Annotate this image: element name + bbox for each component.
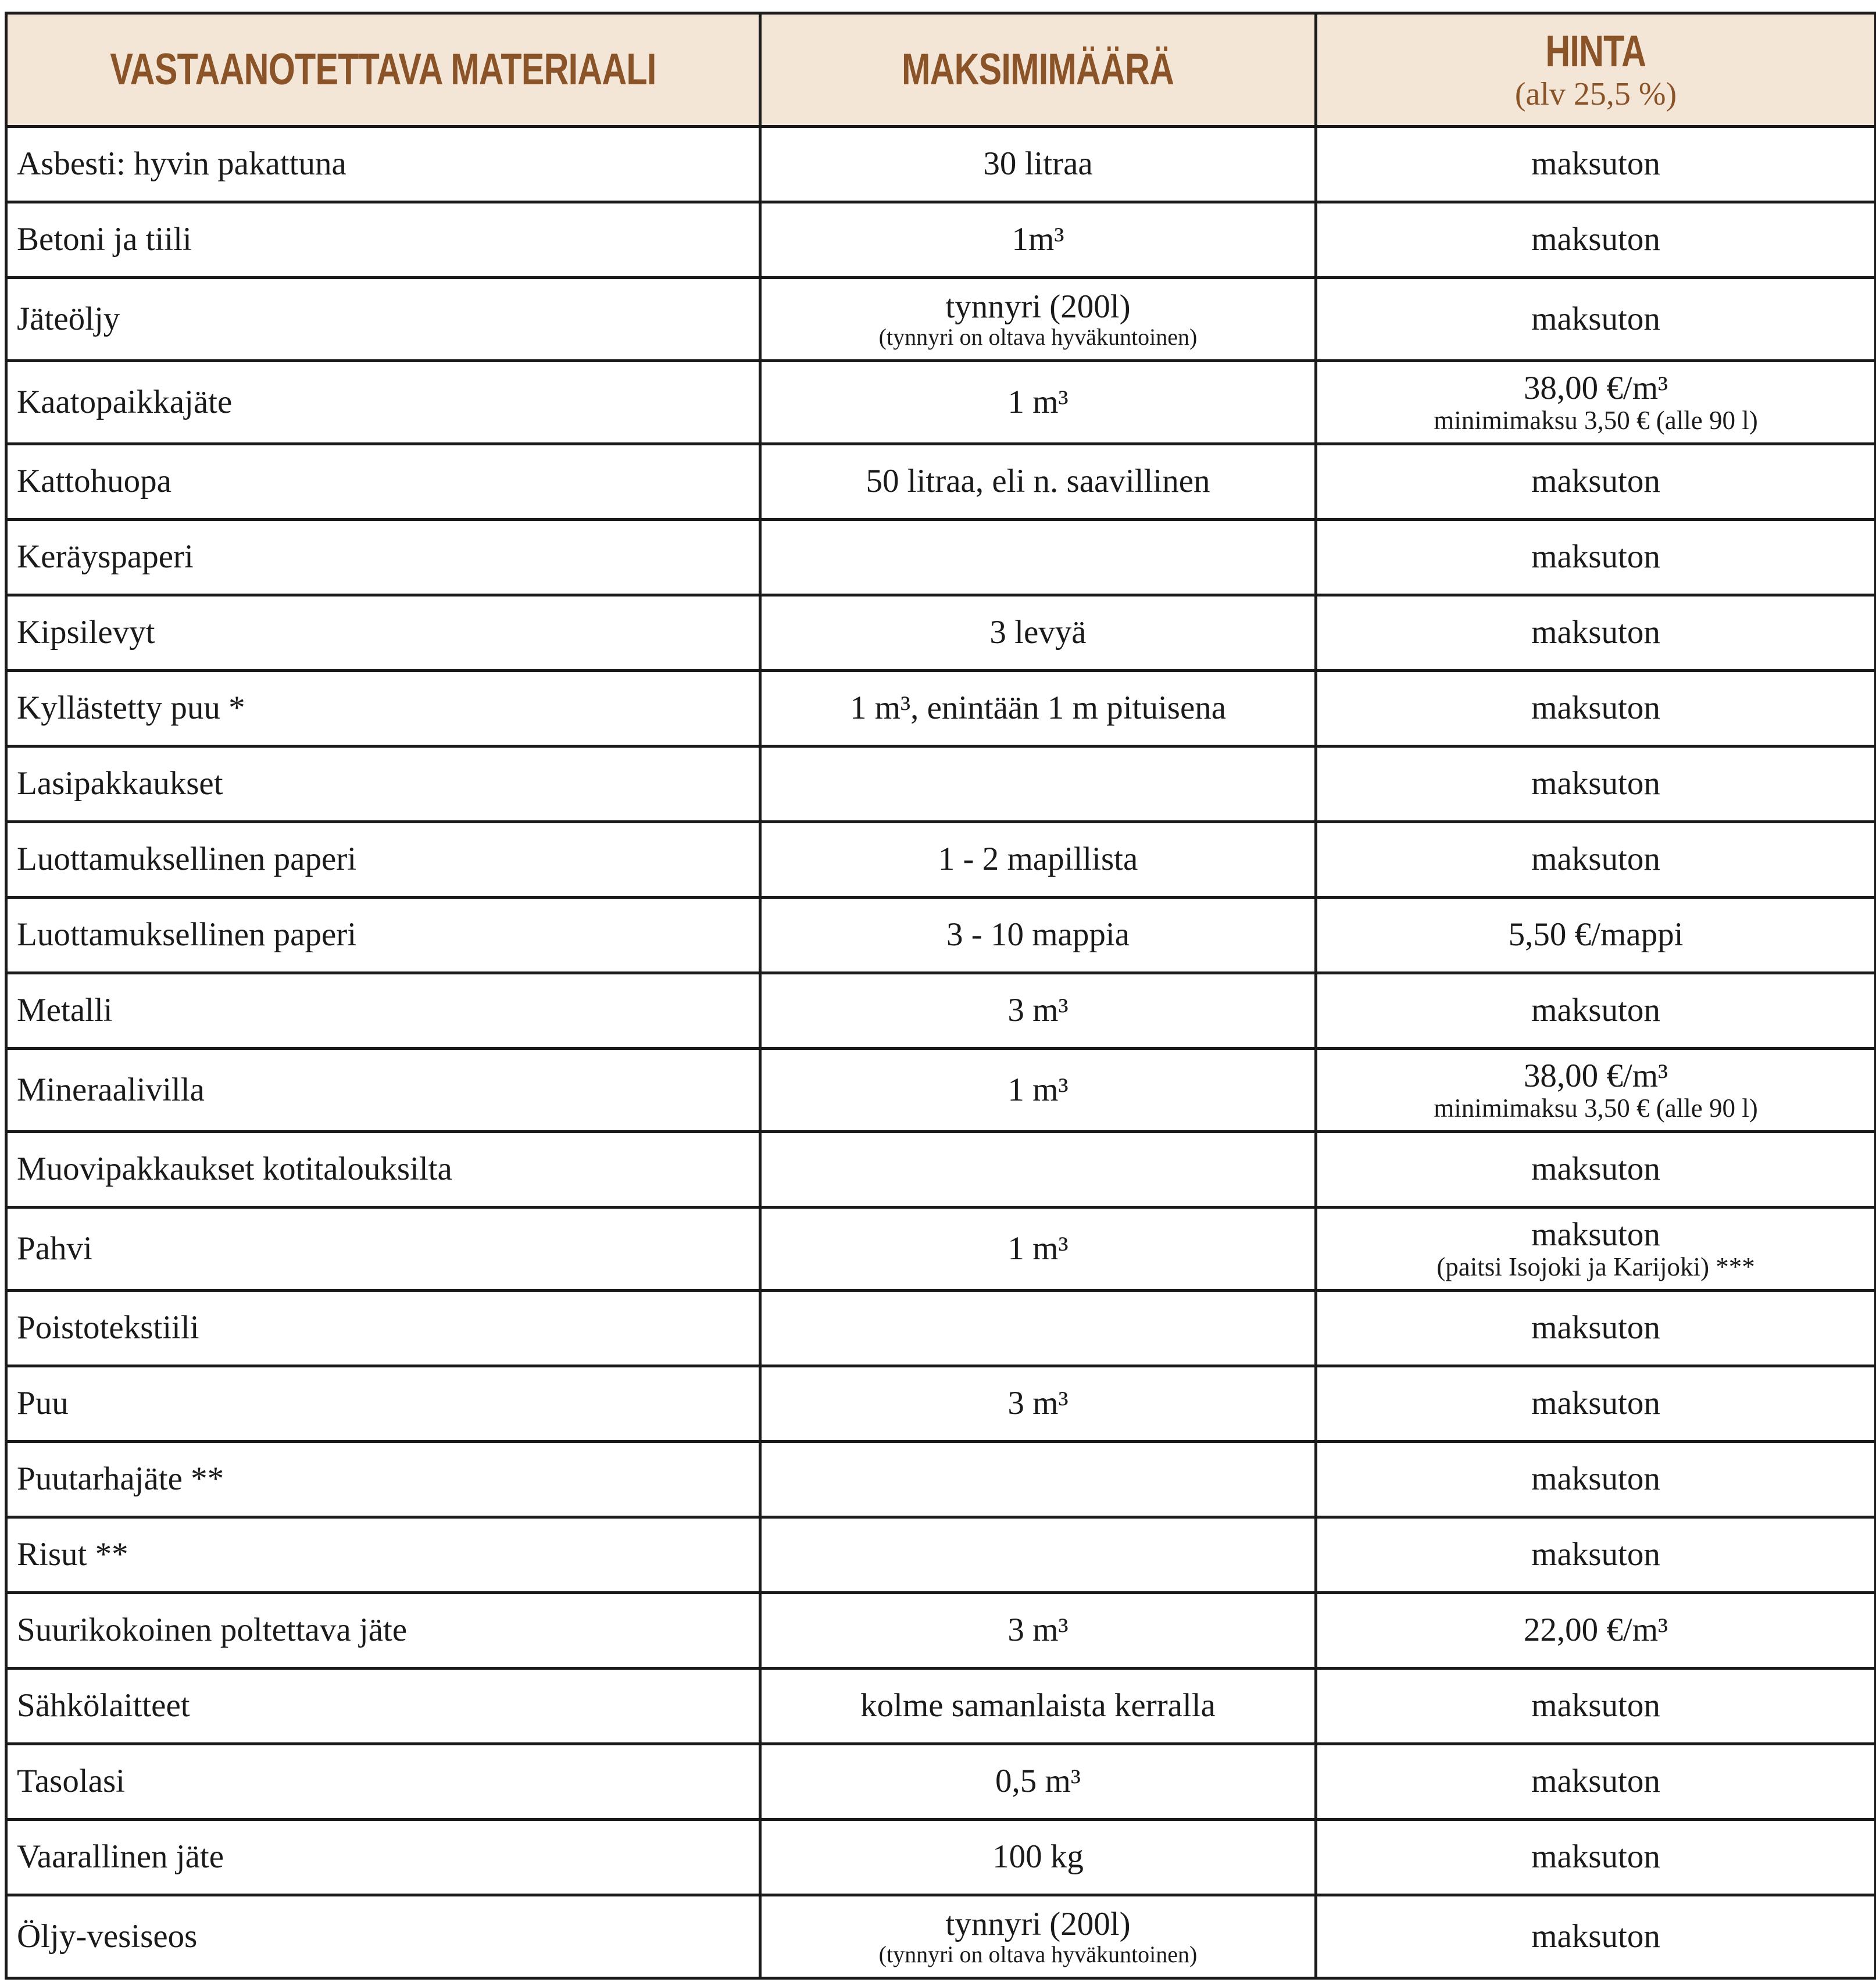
header-price (1316, 13, 1876, 127)
price-cell (1316, 746, 1876, 822)
material-name: Pahvi (17, 1230, 92, 1267)
price-cell (1316, 1744, 1876, 1820)
table-row (6, 1132, 1876, 1208)
material-cell (6, 520, 760, 595)
material-cell (6, 1291, 760, 1366)
table-row (6, 1442, 1876, 1517)
price-value: maksuton (1531, 614, 1660, 651)
table-row (6, 1291, 1876, 1366)
material-cell (6, 671, 760, 746)
max-amount-cell (760, 671, 1316, 746)
price-cell (1316, 1366, 1876, 1442)
max-amount-value: tynnyri (200l) (945, 1905, 1131, 1942)
price-value: maksuton (1531, 463, 1660, 500)
material-cell (6, 1442, 760, 1517)
material-cell (6, 973, 760, 1049)
price-value: maksuton (1531, 1151, 1660, 1188)
price-cell (1316, 1442, 1876, 1517)
max-amount-cell (760, 746, 1316, 822)
header-material-label: VASTAANOTETTAVA MATERIAALI (110, 45, 656, 95)
max-amount-cell (760, 1669, 1316, 1744)
max-amount-cell (760, 973, 1316, 1049)
price-cell (1316, 1208, 1876, 1291)
price-cell (1316, 361, 1876, 444)
material-cell (6, 1517, 760, 1593)
header-material (6, 13, 760, 127)
material-cell (6, 595, 760, 671)
max-amount-value: 1 - 2 mapillista (938, 841, 1138, 878)
table-row (6, 278, 1876, 361)
table-row (6, 444, 1876, 520)
max-amount-cell (760, 1366, 1316, 1442)
price-value: 22,00 €/m³ (1523, 1612, 1668, 1649)
max-amount-cell (760, 1517, 1316, 1593)
price-value: maksuton (1531, 1838, 1660, 1876)
header-max-amount-label: MAKSIMIMÄÄRÄ (902, 45, 1174, 95)
max-amount-value: 100 kg (992, 1838, 1084, 1876)
price-value: maksuton (1531, 145, 1660, 183)
max-amount-value: 0,5 m³ (995, 1763, 1081, 1800)
max-amount-cell (760, 1208, 1316, 1291)
max-amount-value: tynnyri (200l) (945, 288, 1131, 325)
max-amount-cell (760, 520, 1316, 595)
table-row (6, 1820, 1876, 1895)
material-cell (6, 1895, 760, 1978)
table-row (6, 520, 1876, 595)
table-header-row (6, 13, 1876, 127)
max-amount-cell (760, 444, 1316, 520)
price-cell (1316, 973, 1876, 1049)
price-value: maksuton (1531, 538, 1660, 576)
material-cell (6, 822, 760, 898)
price-cell (1316, 595, 1876, 671)
material-name: Vaarallinen jäte (17, 1838, 224, 1876)
table-row (6, 973, 1876, 1049)
table-row (6, 671, 1876, 746)
material-cell (6, 202, 760, 278)
table-row (6, 1208, 1876, 1291)
table-row (6, 127, 1876, 202)
material-name: Kipsilevyt (17, 614, 155, 651)
max-amount-note: (tynnyri on oltava hyväkuntoinen) (878, 324, 1198, 351)
max-amount-value: 1 m³ (1007, 1071, 1069, 1108)
price-cell (1316, 1593, 1876, 1669)
table-row (6, 822, 1876, 898)
header-price-label: HINTA (1545, 26, 1646, 76)
material-name: Tasolasi (17, 1763, 125, 1800)
material-name: Keräyspaperi (17, 538, 194, 576)
material-cell (6, 898, 760, 973)
material-name: Kyllästetty puu * (17, 690, 245, 727)
material-cell (6, 1669, 760, 1744)
price-value: maksuton (1531, 1460, 1660, 1498)
max-amount-cell (760, 1744, 1316, 1820)
price-cell (1316, 1132, 1876, 1208)
price-note: minimimaksu 3,50 € (alle 90 l) (1434, 1093, 1758, 1123)
table-row (6, 202, 1876, 278)
price-value: maksuton (1531, 841, 1660, 878)
price-cell (1316, 1291, 1876, 1366)
max-amount-cell (760, 202, 1316, 278)
max-amount-cell (760, 1895, 1316, 1978)
price-cell (1316, 127, 1876, 202)
material-name: Suurikokoinen poltettava jäte (17, 1612, 408, 1649)
price-cell (1316, 822, 1876, 898)
max-amount-cell (760, 1820, 1316, 1895)
price-cell (1316, 278, 1876, 361)
max-amount-cell (760, 1593, 1316, 1669)
material-cell (6, 444, 760, 520)
max-amount-note: (tynnyri on oltava hyväkuntoinen) (878, 1941, 1198, 1968)
price-value: 5,50 €/mappi (1508, 916, 1684, 953)
max-amount-cell (760, 127, 1316, 202)
material-cell (6, 1593, 760, 1669)
material-cell (6, 127, 760, 202)
max-amount-value: 3 m³ (1007, 992, 1069, 1029)
material-name: Mineraalivilla (17, 1071, 205, 1108)
max-amount-value: 1 m³ (1007, 1230, 1069, 1267)
max-amount-cell (760, 1132, 1316, 1208)
price-value: maksuton (1531, 221, 1660, 258)
material-cell (6, 1744, 760, 1820)
max-amount-value: 3 levyä (989, 614, 1087, 651)
material-name: Betoni ja tiili (17, 221, 192, 258)
table-row (6, 1744, 1876, 1820)
material-cell (6, 1208, 760, 1291)
price-list-sheet (5, 12, 1874, 1980)
materials-price-table (5, 12, 1876, 1980)
max-amount-cell (760, 898, 1316, 973)
price-cell (1316, 898, 1876, 973)
material-name: Lasipakkaukset (17, 765, 223, 802)
max-amount-cell (760, 1049, 1316, 1132)
material-cell (6, 1132, 760, 1208)
material-name: Puutarhajäte ** (17, 1460, 224, 1498)
price-value: maksuton (1531, 1687, 1660, 1724)
price-cell (1316, 1517, 1876, 1593)
table-row (6, 1049, 1876, 1132)
max-amount-value: 3 m³ (1007, 1612, 1069, 1649)
header-max-amount (760, 13, 1316, 127)
material-name: Jäteöljy (17, 300, 120, 337)
price-value: maksuton (1531, 1385, 1660, 1422)
max-amount-value: 30 litraa (983, 145, 1093, 183)
price-cell (1316, 671, 1876, 746)
price-cell (1316, 520, 1876, 595)
max-amount-cell (760, 822, 1316, 898)
price-value: maksuton (1531, 1536, 1660, 1573)
max-amount-cell (760, 361, 1316, 444)
table-row (6, 1517, 1876, 1593)
table-row (6, 1593, 1876, 1669)
price-cell (1316, 1895, 1876, 1978)
material-cell (6, 278, 760, 361)
material-name: Asbesti: hyvin pakattuna (17, 145, 346, 183)
material-name: Muovipakkaukset kotitalouksilta (17, 1151, 452, 1188)
material-cell (6, 361, 760, 444)
price-cell (1316, 1049, 1876, 1132)
table-row (6, 1895, 1876, 1978)
price-value: maksuton (1531, 1917, 1660, 1955)
price-cell (1316, 202, 1876, 278)
material-cell (6, 1820, 760, 1895)
material-name: Kaatopaikkajäte (17, 383, 233, 420)
material-cell (6, 746, 760, 822)
max-amount-value: 1 m³ (1007, 383, 1069, 420)
table-row (6, 1366, 1876, 1442)
max-amount-cell (760, 1291, 1316, 1366)
price-value: maksuton (1531, 992, 1660, 1029)
price-note: minimimaksu 3,50 € (alle 90 l) (1434, 405, 1758, 435)
material-name: Sähkölaitteet (17, 1687, 190, 1724)
max-amount-value: 3 - 10 mappia (946, 916, 1130, 953)
price-value: maksuton (1531, 765, 1660, 802)
material-name: Puu (17, 1385, 69, 1422)
max-amount-value: 50 litraa, eli n. saavillinen (866, 463, 1210, 500)
price-value: maksuton (1531, 1216, 1660, 1253)
max-amount-value: kolme samanlaista kerralla (860, 1687, 1216, 1724)
max-amount-cell (760, 278, 1316, 361)
price-cell (1316, 1669, 1876, 1744)
price-value: 38,00 €/m³ (1523, 370, 1668, 407)
header-price-vat: (alv 25,5 %) (1514, 76, 1677, 112)
price-value: maksuton (1531, 1763, 1660, 1800)
price-value: maksuton (1531, 1309, 1660, 1346)
price-cell (1316, 1820, 1876, 1895)
max-amount-value: 3 m³ (1007, 1385, 1069, 1422)
material-name: Poistotekstiili (17, 1309, 199, 1346)
table-row (6, 746, 1876, 822)
max-amount-value: 1m³ (1012, 221, 1064, 258)
price-value: maksuton (1531, 300, 1660, 337)
material-cell (6, 1366, 760, 1442)
material-name: Risut ** (17, 1536, 128, 1573)
table-row (6, 361, 1876, 444)
table-row (6, 1669, 1876, 1744)
material-name: Kattohuopa (17, 463, 171, 500)
price-value: maksuton (1531, 690, 1660, 727)
price-cell (1316, 444, 1876, 520)
max-amount-cell (760, 595, 1316, 671)
table-row (6, 898, 1876, 973)
material-name: Öljy-vesiseos (17, 1917, 198, 1955)
max-amount-cell (760, 1442, 1316, 1517)
material-name: Metalli (17, 992, 113, 1029)
max-amount-value: 1 m³, enintään 1 m pituisena (849, 690, 1227, 727)
table-body (6, 127, 1876, 1978)
table-row (6, 595, 1876, 671)
price-value: 38,00 €/m³ (1523, 1058, 1668, 1095)
price-note: (paitsi Isojoki ja Karijoki) *** (1437, 1252, 1755, 1281)
material-name: Luottamuksellinen paperi (17, 841, 357, 878)
material-name: Luottamuksellinen paperi (17, 916, 357, 953)
material-cell (6, 1049, 760, 1132)
